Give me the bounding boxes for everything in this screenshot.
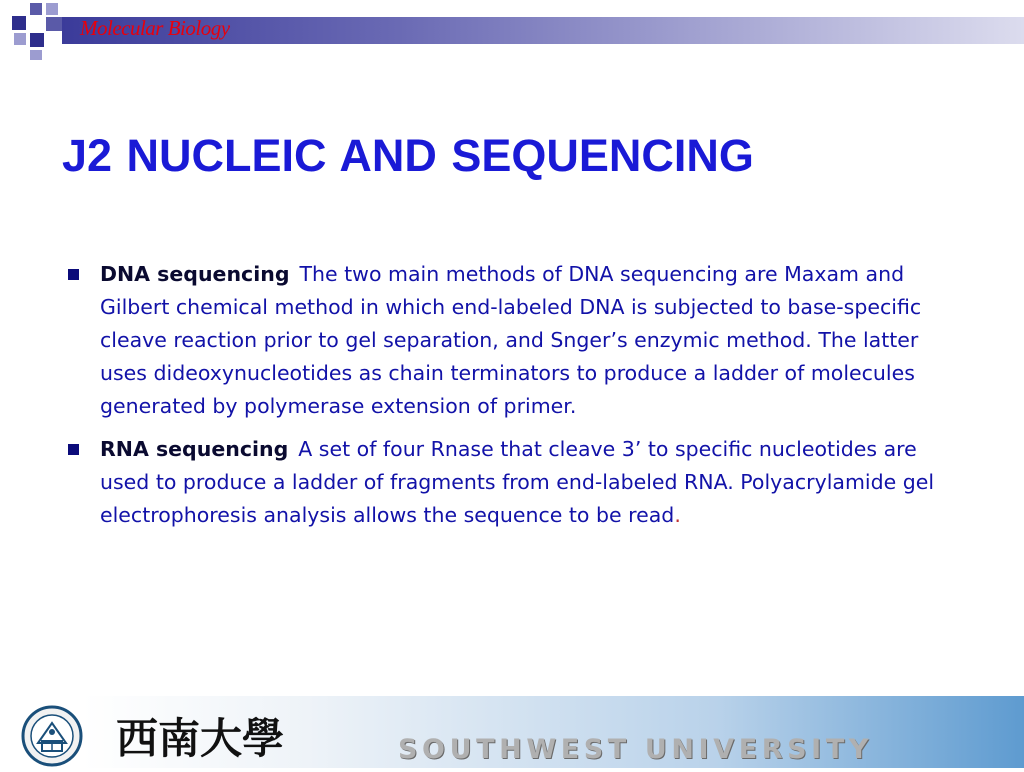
deco-square-5 bbox=[30, 33, 44, 47]
deco-square-2 bbox=[30, 3, 42, 15]
bullet-term: DNA sequencing bbox=[100, 262, 290, 286]
bullet-rna-sequencing bbox=[62, 433, 962, 532]
university-name: SOUTHWEST UNIVERSITY bbox=[398, 734, 873, 765]
slide-title: J2 NUCLEIC AND SEQUENCING bbox=[62, 130, 754, 181]
deco-square-4 bbox=[14, 33, 26, 45]
bullet-term: RNA sequencing bbox=[100, 437, 289, 461]
deco-square-3 bbox=[46, 3, 58, 15]
square-bullet-icon bbox=[68, 269, 79, 280]
deco-square-6 bbox=[46, 17, 62, 31]
header-label: Molecular Biology bbox=[80, 16, 230, 40]
university-cjk-text: 西南大學 bbox=[116, 714, 285, 761]
deco-square-1 bbox=[12, 16, 26, 30]
university-emblem-icon bbox=[4, 705, 100, 767]
university-cjk-logo bbox=[116, 713, 386, 761]
slide-content bbox=[62, 258, 962, 532]
bullet-trail: . bbox=[674, 503, 681, 527]
deco-square-7 bbox=[30, 50, 42, 60]
bullet-text: The two main methods of DNA sequencing are Maxam and Gilbert chemical method in which end-labeled DNA is subjected to base-specific cleave reaction prior to gel separation, and Snger’s enzymic method. The latter uses dideoxynucleotides as chain terminators to produce a ladder of molecules generated by polymerase extension of primer. bbox=[100, 262, 922, 418]
bullet-dna-sequencing bbox=[62, 258, 962, 423]
bullet-text: A set of four Rnase that cleave 3’ to specific nucleotides are used to produce a ladder of fragments from end-labeled RNA. Polyacrylamide gel electrophoresis analysis allows the sequence to be read bbox=[100, 437, 935, 527]
square-bullet-icon bbox=[68, 444, 79, 455]
